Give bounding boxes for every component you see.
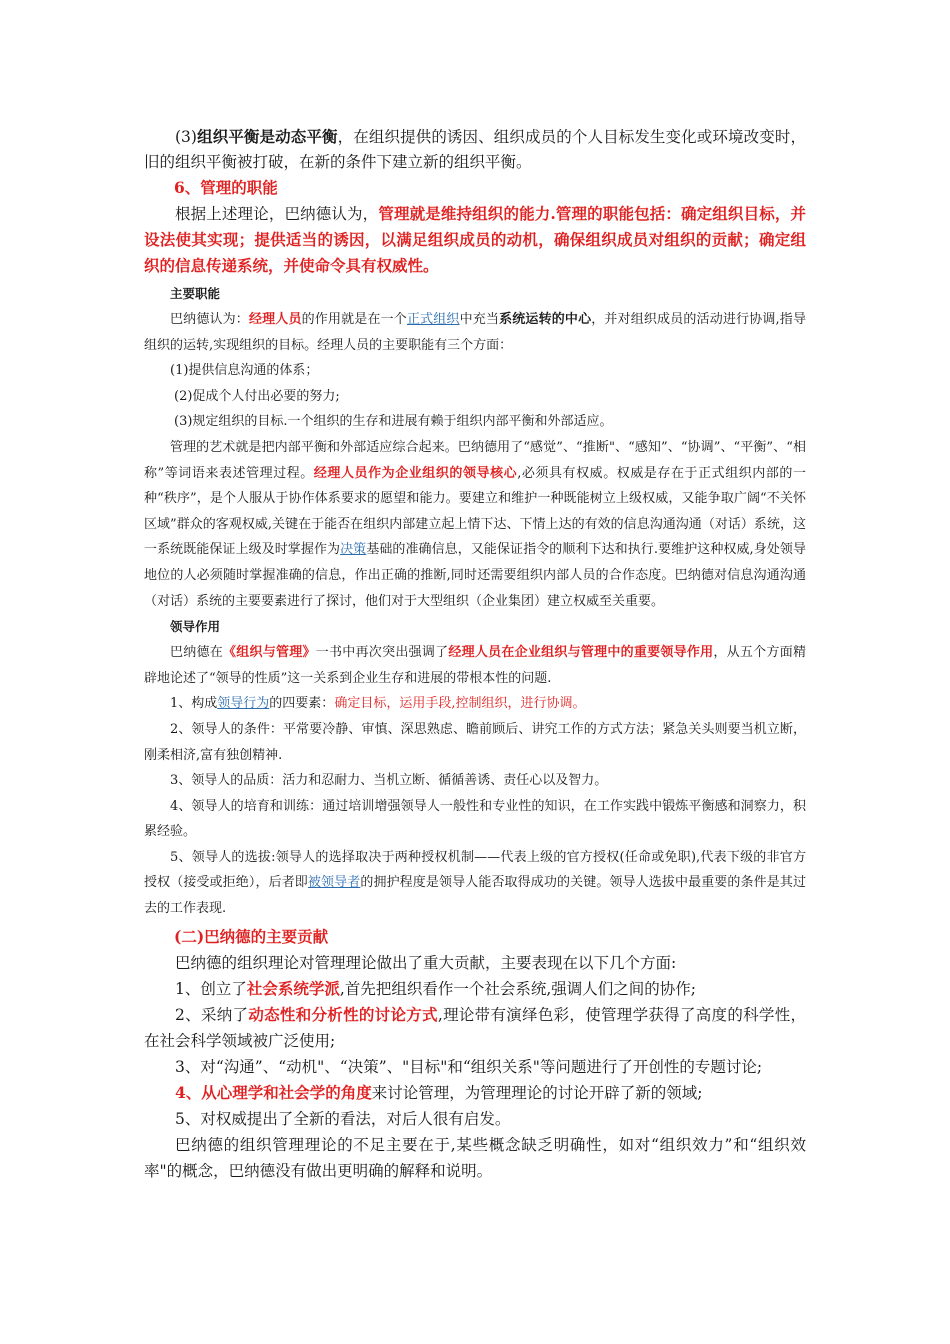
text-segment: ，并对组织成员的活动进行协调,指导组织的运转,实现组织的目标。经理人员的主要职能有三个方面：: [144, 312, 806, 353]
text-segment: 的作用就是在一个: [301, 312, 407, 327]
paragraph-leadership-intro: [144, 640, 806, 691]
document-page: [144, 120, 806, 1184]
text-segment: ，从五个方面精辟地论述了“领导的性质”这一关系到企业生存和进展的带根本性的问题.: [144, 645, 806, 686]
highlight-red: 动态性和分析性的讨论方式: [248, 1004, 438, 1024]
paragraph-management-definition: [144, 201, 806, 279]
bold-phrase: 组织平衡是动态平衡: [196, 127, 338, 146]
text-segment: 来讨论管理，为管理理论的讨论开辟了新的领域;: [371, 1083, 703, 1102]
text-segment: 2、采纳了: [175, 1005, 249, 1024]
book-title: 《组织与管理》: [223, 645, 316, 661]
text-segment: 1、构成: [170, 696, 218, 712]
highlight-red: 社会系统学派: [246, 978, 340, 998]
text-segment: 中充当: [459, 312, 500, 327]
bold-phrase: 系统运转的中心: [499, 312, 592, 327]
paragraph-dynamic-balance: [144, 124, 806, 175]
text-segment: 巴纳德认为：: [170, 312, 249, 327]
heading-management-functions: 6、管理的职能: [174, 178, 278, 197]
paragraph-executive-role: [144, 307, 806, 358]
link-the-led[interactable]: 被领导者: [307, 875, 361, 891]
text-segment: 1、创立了: [175, 979, 247, 998]
list-item-function-3: (3)规定组织的目标.一个组织的生存和进展有赖于组织内部平衡和外部适应。: [174, 414, 613, 430]
list-item-leadership-1: [144, 691, 806, 717]
text-segment: 一书中再次突出强调了: [315, 645, 449, 661]
list-item-leadership-3: 3、领导人的品质：活力和忍耐力、当机立断、循循善诱、责任心以及智力。: [170, 773, 608, 789]
text-segment: (3): [175, 128, 197, 146]
contribution-item-1: [144, 976, 806, 1002]
text-segment: ,理论带有演绎色彩，使管理学获得了高度的科学性，在社会科学领域被广泛使用;: [144, 1005, 806, 1050]
highlight-red: 经理人员作为企业组织的领导核心: [313, 465, 518, 481]
heading-main-functions: 主要职能: [170, 286, 221, 301]
list-item-leadership-2: 2、领导人的条件：平常要冷静、审慎、深思熟虑、瞻前顾后、讲究工作的方式方法；紧急关头则要当机立断，刚柔相济,富有独创精神.: [144, 721, 806, 763]
text-segment: 管理的艺术就是把内部平衡和外部适应综合起来。巴纳德用了“感觉”、“推断"、“感知”、“协调”、“平衡”、“相称”等词语来表述管理过程。: [144, 439, 806, 481]
text-segment: ,必须具有权威。权威是存在于正式组织内部的一种“秩序”，是个人服从于协作体系要求的愿望和能力。要建立和维护一种既能树立上级权威，又能争取广阔“不关怀区域”群众的客观权威,关键在于能否在组织内部建立起上情下达、下情上达的有效的信息沟通沟通（对话）系统，这一系统既能保证上级及时掌握作为: [144, 465, 806, 558]
contribution-item-2: [144, 1002, 806, 1054]
highlight-red: 经理人员: [248, 312, 302, 327]
text-segment: ，在组织提供的诱因、组织成员的个人目标发生变化或环境改变时，旧的组织平衡被打破，在新的条件下建立新的组织平衡。: [144, 128, 806, 171]
highlight-red: 确定目标，运用手段,控制组织，进行协调。: [334, 696, 586, 712]
highlight-red: 管理就是维持组织的能力.管理的职能包括：确定组织目标，并设法使其实现；提供适当的诱因，以满足组织成员的动机，确保组织成员对组织的贡献；确定组织的信息传递系统，并使命令具有权威性。: [144, 204, 806, 275]
heading-leadership-role: 领导作用: [170, 619, 221, 635]
list-item-leadership-4: 4、领导人的培育和训练：通过培训增强领导人一般性和专业性的知识，在工作实践中锻炼平衡感和洞察力，积累经验。: [144, 798, 806, 840]
heading-main-contributions: (二)巴纳德的主要贡献: [174, 926, 329, 946]
link-decision[interactable]: 决策: [340, 542, 367, 558]
list-item-function-1: (1)提供信息沟通的体系；: [170, 363, 319, 379]
contribution-item-5: 5、对权威提出了全新的看法，对后人很有启发。: [175, 1109, 511, 1128]
text-segment: 基础的准确信息，又能保证指令的顺利下达和执行.要维护这种权威,身处领导地位的人必须随时掌握准确的信息，作出正确的推断,同时还需要组织内部人员的合作态度。巴纳德对信息沟通沟通（对话）系统的主要要素进行了探讨，他们对于大型组织（企业集团）建立权威至关重要。: [144, 542, 806, 609]
highlight-red: 4、从心理学和社会学的角度: [175, 1082, 372, 1102]
text-segment: 5、领导人的选拔:领导人的选择取决于两种授权机制——代表上级的官方授权(任命或免职),代表下级的非官方授权（接受或拒绝），后者即: [144, 849, 806, 891]
list-item-function-2: (2)促成个人付出必要的努力;: [174, 388, 340, 404]
paragraph-contributions-intro: 巴纳德的组织理论对管理理论做出了重大贡献，主要表现在以下几个方面:: [175, 953, 677, 972]
highlight-red: 经理人员在企业组织与管理中的重要领导作用: [448, 645, 714, 661]
text-segment: 的四要素：: [269, 696, 335, 712]
paragraph-shortcomings: 巴纳德的组织管理理论的不足主要在于,某些概念缺乏明确性，如对“组织效力”和“组织效率"的概念，巴纳德没有做出更明确的解释和说明。: [144, 1135, 806, 1180]
contribution-item-3: 3、对“沟通”、“动机"、“决策”、"目标"和“组织关系"等问题进行了开创性的专题讨论;: [175, 1057, 763, 1076]
link-leadership-behavior[interactable]: 领导行为: [217, 696, 270, 712]
link-formal-organization[interactable]: 正式组织: [406, 312, 460, 327]
text-segment: 根据上述理论，巴纳德认为，: [175, 205, 379, 223]
contribution-item-4: [144, 1080, 806, 1106]
text-segment: 的拥护程度是领导人能否取得成功的关键。领导人选拔中最重要的条件是其过去的工作表现.: [144, 875, 806, 917]
text-segment: ,首先把组织看作一个社会系统,强调人们之间的协作;: [339, 979, 696, 998]
text-segment: 巴纳德在: [170, 645, 224, 661]
paragraph-management-art: [144, 435, 806, 614]
list-item-leadership-5: [144, 845, 806, 922]
